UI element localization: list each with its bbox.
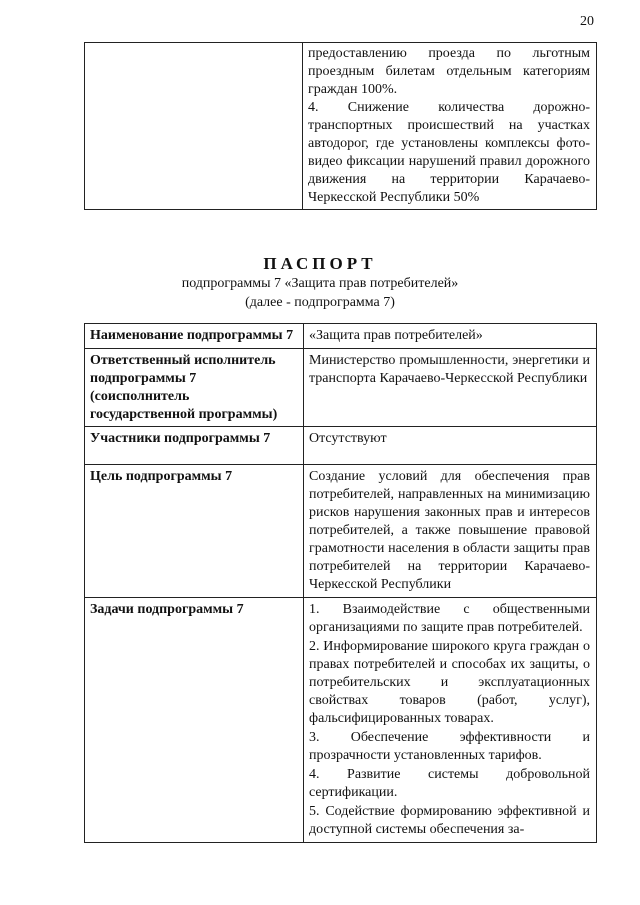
row-label: Участники подпрограммы 7 [85, 427, 304, 465]
row-value-text: «Защита прав потребителей» [309, 328, 483, 343]
task-item: 3. Обеспечение эффективности и прозрачности установленных тарифов. [309, 730, 590, 763]
task-item: 2. Информирование широкого круга граждан о правах потребителей и способах их защиты, о потребительских и эксплуатационных свойствах товаров (работ, услуг), фальсифицированных товарах. [309, 639, 590, 726]
row-value [304, 465, 597, 598]
table-row [85, 324, 597, 349]
row-value-text: Создание условий для обеспечения прав потребителей, направленных на минимизацию рисков нарушения законных прав и интересов потребителей, а также повышение правовой грамотности населения в области защиты прав потребителей на территории Карачаево-Черкесской Республики [309, 469, 590, 592]
table-cell-indicators [303, 43, 597, 210]
row-label: Задачи подпрограммы 7 [85, 598, 304, 843]
table-row [85, 598, 597, 843]
row-value-text: Министерство промышленности, энергетики и транспорта Карачаево-Черкесской Республики [309, 353, 590, 386]
row-value [304, 427, 597, 465]
task-item: 4. Развитие системы добровольной сертификации. [309, 767, 590, 800]
row-label: Цель подпрограммы 7 [85, 465, 304, 598]
row-value [304, 324, 597, 349]
previous-passport-table-continuation [84, 42, 597, 210]
passport-title: ПАСПОРТ [263, 254, 377, 273]
subprogram-passport-table [84, 323, 597, 843]
table-row [85, 349, 597, 427]
row-label: Наименование подпрограммы 7 [85, 324, 304, 349]
table-row [85, 43, 597, 210]
table-row [85, 465, 597, 598]
table-row [85, 427, 597, 465]
row-value [304, 598, 597, 843]
indicator-text: предоставлению проезда по льготным проездным билетам отдельным категориям граждан 100%. [308, 46, 590, 97]
task-item: 5. Содействие формированию эффективной и доступной системы обеспечения за- [309, 804, 590, 837]
table-cell-empty [85, 43, 303, 210]
passport-heading [0, 254, 640, 312]
row-label: Ответственный исполнитель подпрограммы 7 (соисполнитель государственной программы) [85, 349, 304, 427]
row-value [304, 349, 597, 427]
indicator-text: 4. Снижение количества дорожно-транспортных происшествий на участках автодорог, где установлены комплексы фото-видео фиксации нарушений правил дорожного движения на территории Карачаево-Черкесской Республики 50% [308, 100, 590, 205]
passport-subtitle: подпрограммы 7 «Защита прав потребителей» [181, 276, 459, 291]
page-number: 20 [580, 14, 594, 29]
task-item: 1. Взаимодействие с общественными организациями по защите прав потребителей. [309, 602, 590, 635]
row-value-text: Отсутствуют [309, 431, 387, 446]
passport-subtitle-note: (далее - подпрограмма 7) [245, 295, 395, 310]
